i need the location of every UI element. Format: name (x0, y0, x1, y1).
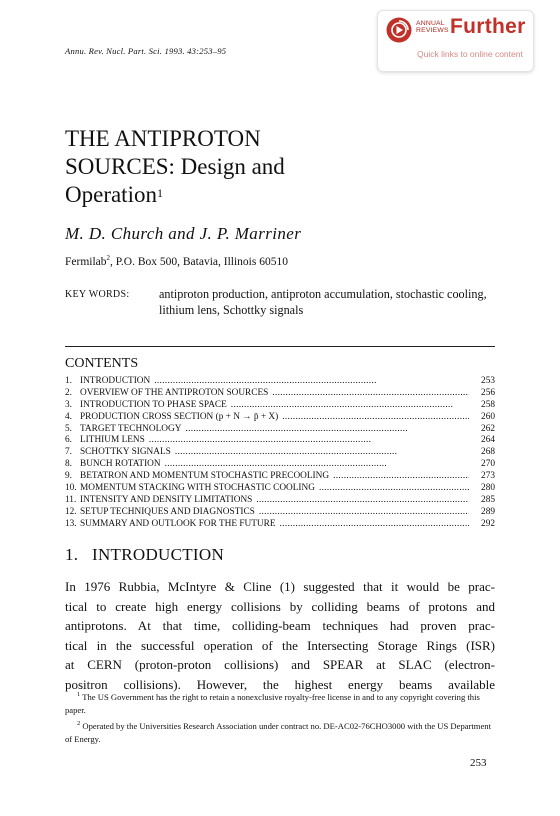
body-line: at CERN (proton-proton collisions) and SPEAR at SLAC (electron- (65, 657, 495, 673)
body-line: tical in the successful operation of the Intersecting Storage Rings (ISR) (65, 637, 495, 653)
affiliation: Fermilab$^2$, P.O. Box 500, Batavia, Illinois 60510 (65, 254, 288, 268)
toc-entry: 10. MOMENTUM STACKING WITH STOCHASTIC COOLING . . . 280 (65, 483, 495, 495)
footnote: $^2$ Operated by the Universities Research Association under contract no. DE-AC02-76CHO3000 with the US Department of Energy. (65, 719, 491, 744)
toc-entry: 2. OVERVIEW OF THE ANTIPROTON SOURCES . . . 256 (65, 388, 495, 400)
body-line: positron collisions). However, the highest energy beams available (65, 676, 495, 692)
toc-entry: 11. INTENSITY AND DENSITY LIMITATIONS . . . 285 (65, 495, 495, 507)
footnote: $^1$ The US Government has the right to retain a nonexclusive royalty-free license in and to any copyright covering this paper. (65, 691, 480, 715)
table-of-contents (65, 376, 495, 531)
title-footnote-marker: 1 (156, 186, 163, 200)
annual-reviews-wordmark: ANNUAL REVIEWS (416, 20, 449, 34)
keywords-text: antiproton production, antiproton accumulation, stochastic cooling, lithium lens, Schottky signals (159, 287, 487, 317)
toc-entry: 4. PRODUCTION CROSS SECTION (p + N → p̄ + X) . . . 260 (65, 412, 495, 424)
annual-reviews-further-badge[interactable] (377, 10, 534, 72)
toc-entry: 3. INTRODUCTION TO PHASE SPACE . . . 258 (65, 400, 495, 412)
journal-reference: Annu. Rev. Nucl. Part. Sci. 1993. 43:253–95 (65, 46, 227, 56)
body-line: antiprotons. At that time, colliding-beam techniques had proven prac- (65, 618, 495, 634)
toc-entry: 6. LITHIUM LENS . . . 264 (65, 435, 495, 447)
contents-divider (65, 346, 495, 347)
toc-entry: 9. BETATRON AND MOMENTUM STOCHASTIC PRECOOLING . . . 273 (65, 471, 495, 483)
footnotes (65, 688, 495, 746)
toc-entry: 5. TARGET TECHNOLOGY . . . 262 (65, 424, 495, 436)
annual-reviews-logo-icon (386, 17, 412, 43)
toc-entry: 1. INTRODUCTION . . . 253 (65, 376, 495, 388)
contents-heading: CONTENTS (65, 356, 139, 371)
section-heading: 1. INTRODUCTION (65, 545, 225, 564)
toc-entry: 7. SCHOTTKY SIGNALS . . . 268 (65, 447, 495, 459)
body-paragraph (65, 577, 495, 695)
further-wordmark: Further (450, 15, 526, 38)
toc-entry: 12. SETUP TECHNIQUES AND DIAGNOSTICS . . . 289 (65, 507, 495, 519)
article-title: THE ANTIPROTON SOURCES: Design and Operation$^1$ (65, 126, 285, 207)
authors: M. D. Church and J. P. Marriner (65, 224, 302, 243)
keywords-label: KEY WORDS: (65, 289, 130, 300)
body-line: tical to create high energy collisions by colliding beams of protons and (65, 598, 495, 614)
body-line: In 1976 Rubbia, McIntyre & Cline (1) suggested that it would be prac- (65, 579, 495, 594)
page-number: 253 (470, 757, 487, 769)
toc-entry: 8. BUNCH ROTATION . . . 270 (65, 459, 495, 471)
further-subtitle: Quick links to online content (417, 49, 523, 59)
toc-entry: 13. SUMMARY AND OUTLOOK FOR THE FUTURE . . . 292 (65, 519, 495, 531)
